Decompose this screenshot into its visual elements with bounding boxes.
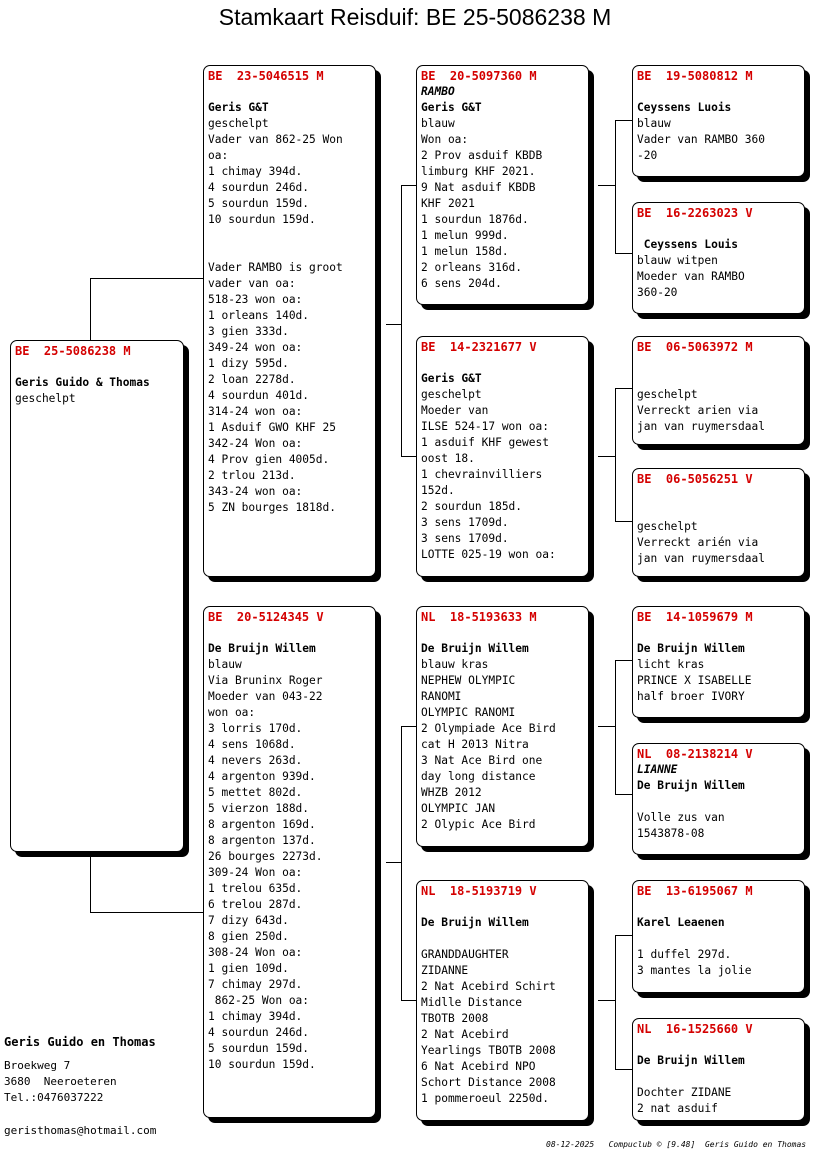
info-line: RANOMI [421,690,462,703]
info-line: 2 orleans 316d. [421,261,523,274]
info-line: Vader RAMBO is groot [208,261,343,274]
info-line: 5 vierzon 188d. [208,802,310,815]
connector-line [615,388,616,522]
pigeon-name [208,84,371,100]
info-line: oa: [208,149,229,162]
info-line: 3 sens 1709d. [421,532,509,545]
ring-number: BE 16-2263023 V [637,206,753,220]
ring-number: NL 16-1525660 V [637,1022,753,1036]
address-line: 3680 Neeroeteren [4,1075,117,1088]
connector-line [598,1000,616,1001]
info-line: Moeder van 043-22 [208,690,323,703]
connector-line [401,185,402,457]
info-line: 343-24 won oa: [208,485,303,498]
info-line: 10 sourdun 159d. [208,1058,316,1071]
info-line: TBOTB 2008 [421,1012,489,1025]
info-line [637,794,800,810]
info-line: 3 sens 1709d. [421,516,509,529]
info-line: 6 Nat Acebird NPO [421,1060,536,1073]
owner-name: De Bruijn Willem [208,642,316,655]
info-line: geschelpt [637,520,698,533]
info-line: Vader van 862-25 Won [208,133,343,146]
connector-line [615,120,633,121]
connector-line [386,324,402,325]
info-line: blauw [637,117,671,130]
owner-name: Geris G&T [421,101,482,114]
info-line: 5 ZN bourges 1818d. [208,501,336,514]
info-line: 1 duffel 297d. [637,948,732,961]
info-line: 1 sourdun 1876d. [421,213,529,226]
info-line: 1 asduif KHF gewest [421,436,549,449]
ring-number: NL 08-2138214 V [637,747,753,761]
ring-number: BE 20-5097360 M [421,69,537,83]
info-line: 1 chimay 394d. [208,165,303,178]
ring-number: BE 13-6195067 M [637,884,753,898]
sire-dam-dam-card [632,468,805,577]
connector-line [615,935,633,936]
info-line [421,931,584,947]
connector-line [615,253,633,254]
info-line: Verreckt arien via [637,404,759,417]
connector-line [615,935,616,1070]
info-line: 26 bourges 2273d. [208,850,323,863]
connector-line [615,660,616,795]
ring-number: NL 18-5193719 V [421,884,537,898]
connector-line [386,862,402,863]
pigeon-name [421,899,584,915]
address-line: Broekweg 7 [4,1059,71,1072]
sire-dam-sire-card [632,336,805,445]
connector-line [615,120,616,254]
info-line: 4 sourdun 246d. [208,181,310,194]
info-line: 3 gien 333d. [208,325,289,338]
ring-number: BE 23-5046515 M [208,69,324,83]
info-line: 1 dizy 595d. [208,357,289,370]
info-line: Won oa: [421,133,469,146]
info-line: vader van oa: [208,277,296,290]
info-line: 3 lorris 170d. [208,722,303,735]
owner-name: De Bruijn Willem [637,779,745,792]
info-line: 360-20 [637,286,678,299]
info-line: 4 argenton 939d. [208,770,316,783]
owner-name: Geris G&T [421,372,482,385]
connector-line [401,726,417,727]
pigeon-name [637,1037,800,1053]
info-line [208,244,371,260]
info-line: 2 loan 2278d. [208,373,296,386]
dam-dam-sire-card [632,880,805,993]
info-line [208,228,371,244]
connector-line [401,185,417,186]
info-line: oost 18. [421,452,475,465]
info-line: 5 sourdun 159d. [208,1042,310,1055]
info-line: 1 orleans 140d. [208,309,310,322]
info-line: Via Bruninx Roger [208,674,323,687]
info-line: blauw [421,117,455,130]
info-line: limburg KHF 2021. [421,165,536,178]
ring-number: BE 06-5056251 V [637,472,753,486]
sire-sire-card [416,65,589,305]
info-line: geschelpt [208,117,269,130]
info-line: 1 trelou 635d. [208,882,303,895]
ring-number: BE 14-2321677 V [421,340,537,354]
ring-number: BE 25-5086238 M [15,344,131,358]
connector-line [598,726,616,727]
info-line: Moeder van RAMBO [637,270,745,283]
dam-dam-card [416,880,589,1121]
dam-sire-dam-card [632,743,805,855]
connector-line [598,185,616,186]
pigeon-name: LIANNE [637,763,678,776]
info-line: ILSE 524-17 won oa: [421,420,549,433]
pigeon-name [637,487,800,503]
info-line: 1 chimay 394d. [208,1010,303,1023]
pigeon-name: RAMBO [421,85,455,98]
pigeon-name [637,84,800,100]
info-line: Vader van RAMBO 360 [637,133,765,146]
info-line: Verreckt arién via [637,536,759,549]
owner-name: Geris G&T [208,101,269,114]
connector-line [90,912,204,913]
info-line: 2 Nat Acebird Schirt [421,980,556,993]
info-line: ZIDANNE [421,964,469,977]
info-line: cat H 2013 Nitra [421,738,529,751]
pigeon-name [421,625,584,641]
ring-number: BE 20-5124345 V [208,610,324,624]
connector-line [615,521,633,522]
info-line: 4 sens 1068d. [208,738,296,751]
info-line: Midlle Distance [421,996,523,1009]
owner-name [637,503,800,519]
sire-sire-sire-card [632,65,805,177]
connector-line [615,388,633,389]
owner-name: Geris Guido & Thomas [15,376,150,389]
info-line: 4 nevers 263d. [208,754,303,767]
pigeon-name [637,355,800,371]
info-line: 3 mantes la jolie [637,964,752,977]
info-line: jan van ruymersdaal [637,552,765,565]
pigeon-name [637,625,800,641]
info-line: 8 gien 250d. [208,930,289,943]
dam-card [203,606,376,1118]
info-line: Volle zus van [637,811,725,824]
connector-line [90,278,204,279]
phone-line: Tel.:0476037222 [4,1091,104,1104]
info-line: 9 Nat asduif KBDB [421,181,536,194]
info-line: 7 dizy 643d. [208,914,289,927]
connector-line [90,853,91,913]
sire-card [203,65,376,577]
info-line: 8 argenton 169d. [208,818,316,831]
info-line: 2 trlou 213d. [208,469,296,482]
info-line: 152d. [421,484,455,497]
info-line [637,931,800,947]
owner-name: De Bruijn Willem [637,642,745,655]
info-line: 518-23 won oa: [208,293,303,306]
info-line: 7 chimay 297d. [208,978,303,991]
info-line: 8 argenton 137d. [208,834,316,847]
connector-line [615,1069,633,1070]
info-line: 309-24 Won oa: [208,866,303,879]
info-line: blauw kras [421,658,489,671]
info-line: 10 sourdun 159d. [208,213,316,226]
info-line: 6 trelou 287d. [208,898,303,911]
info-line: 3 Nat Ace Bird one [421,754,543,767]
info-line: 342-24 Won oa: [208,437,303,450]
owner-name: Geris Guido en Thomas [4,1035,156,1049]
owner-name: Karel Leaenen [637,916,725,929]
connector-line [401,456,417,457]
dam-sire-card [416,606,589,847]
info-line: 4 sourdun 401d. [208,389,310,402]
owner-name: De Bruijn Willem [637,1054,745,1067]
info-line: NEPHEW OLYMPIC [421,674,516,687]
info-line: 6 sens 204d. [421,277,502,290]
info-line: PRINCE X ISABELLE [637,674,752,687]
main-pigeon-card [10,340,184,852]
info-line: Schort Distance 2008 [421,1076,556,1089]
info-line: jan van ruymersdaal [637,420,765,433]
info-line: licht kras [637,658,705,671]
info-line: 349-24 won oa: [208,341,303,354]
info-line: day long distance [421,770,536,783]
info-line: geschelpt [15,392,76,405]
pigeon-name [637,899,800,915]
info-line: KHF 2021 [421,197,475,210]
info-line: 5 sourdun 159d. [208,197,310,210]
print-stamp: 08-12-2025 Compuclub © [9.48] Geris Guido en Thomas [546,1140,807,1149]
info-line: 1 pommeroeul 2250d. [421,1092,549,1105]
connector-line [598,456,616,457]
info-line: GRANDDAUGHTER [421,948,509,961]
info-line: 1 chevrainvilliers [421,468,543,481]
ring-number: NL 18-5193633 M [421,610,537,624]
dam-sire-sire-card [632,606,805,718]
info-line: 2 Prov asduif KBDB [421,149,543,162]
info-line: LOTTE 025-19 won oa: [421,548,556,561]
info-line: 5 mettet 802d. [208,786,303,799]
info-line: 2 nat asduif [637,1102,718,1115]
info-line: 2 Nat Acebird [421,1028,509,1041]
info-line: -20 [637,149,658,162]
ring-number: BE 19-5080812 M [637,69,753,83]
info-line: 314-24 won oa: [208,405,303,418]
info-line [637,1069,800,1085]
info-line: Yearlings TBOTB 2008 [421,1044,556,1057]
sire-sire-dam-card [632,202,805,314]
info-line: OLYMPIC JAN [421,802,496,815]
info-line: 4 Prov gien 4005d. [208,453,330,466]
pigeon-name [637,221,800,237]
info-line: 1 melun 158d. [421,245,509,258]
owner-name [637,371,800,387]
info-line: 1543878-08 [637,827,705,840]
ring-number: BE 06-5063972 M [637,340,753,354]
info-line: geschelpt [421,388,482,401]
info-line: won oa: [208,706,256,719]
owner-name: Ceyssens Luois [637,101,732,114]
info-line: 862-25 Won oa: [208,994,310,1007]
dam-dam-dam-card [632,1018,805,1121]
email-address[interactable]: geristhomas@hotmail.com [4,1124,157,1137]
owner-name: De Bruijn Willem [421,916,529,929]
info-line: 2 sourdun 185d. [421,500,523,513]
connector-line [615,794,633,795]
page-title: Stamkaart Reisduif: BE 25-5086238 M [218,4,612,30]
connector-line [615,660,633,661]
ring-number: BE 14-1059679 M [637,610,753,624]
pigeon-name [15,359,179,375]
connector-line [401,1000,417,1001]
connector-line [401,726,402,1001]
info-line: 4 sourdun 246d. [208,1026,310,1039]
pigeon-name [208,625,371,641]
info-line: WHZB 2012 [421,786,482,799]
owner-name: De Bruijn Willem [421,642,529,655]
info-line: 1 Asduif GWO KHF 25 [208,421,336,434]
info-line: blauw witpen [637,254,718,267]
info-line: 2 Olympiade Ace Bird [421,722,556,735]
pigeon-name [421,355,584,371]
info-line: geschelpt [637,388,698,401]
info-line: 308-24 Won oa: [208,946,303,959]
info-line: Moeder van [421,404,489,417]
info-line: OLYMPIC RANOMI [421,706,516,719]
info-line: Dochter ZIDANE [637,1086,732,1099]
info-line: blauw [208,658,242,671]
connector-line [90,278,91,340]
owner-name: Ceyssens Louis [637,238,739,251]
sire-dam-card [416,336,589,577]
info-line: 1 melun 999d. [421,229,509,242]
info-line: 2 Olypic Ace Bird [421,818,536,831]
info-line: half broer IVORY [637,690,745,703]
info-line: 1 gien 109d. [208,962,289,975]
